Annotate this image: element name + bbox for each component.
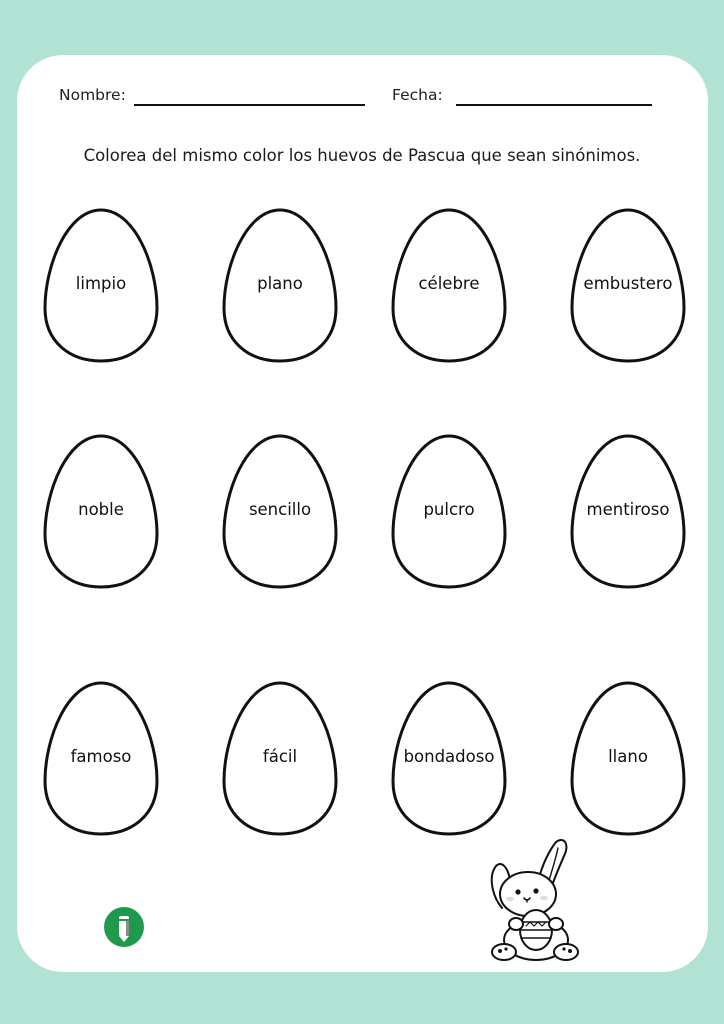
egg-pulcro[interactable] — [391, 434, 507, 589]
egg-famoso[interactable] — [43, 681, 159, 836]
egg-facil[interactable] — [222, 681, 338, 836]
egg-word: plano — [257, 274, 303, 293]
egg-word: embustero — [583, 274, 673, 293]
egg-celebre[interactable] — [391, 208, 507, 363]
name-label: Nombre: — [59, 86, 126, 104]
egg-mentiroso[interactable] — [570, 434, 686, 589]
egg-word: fácil — [262, 747, 298, 766]
egg-embustero[interactable] — [570, 208, 686, 363]
egg-word: sencillo — [248, 500, 312, 519]
egg-bondadoso[interactable] — [391, 681, 507, 836]
egg-word: bondadoso — [403, 747, 495, 766]
pencil-logo-icon — [104, 907, 144, 947]
easter-bunny-illustration — [486, 836, 586, 972]
egg-word: noble — [78, 500, 124, 519]
egg-sencillo[interactable] — [222, 434, 338, 589]
instruction-text: Colorea del mismo color los huevos de Pascua que sean sinónimos. — [83, 146, 641, 165]
egg-word: pulcro — [423, 500, 475, 519]
egg-noble[interactable] — [43, 434, 159, 589]
egg-llano[interactable] — [570, 681, 686, 836]
egg-plano[interactable] — [222, 208, 338, 363]
date-field[interactable] — [456, 104, 652, 106]
date-label: Fecha: — [392, 86, 443, 104]
egg-word: célebre — [418, 274, 480, 293]
name-field[interactable] — [134, 104, 365, 106]
egg-word: limpio — [75, 274, 127, 293]
egg-word: famoso — [70, 747, 132, 766]
egg-word: mentiroso — [586, 500, 670, 519]
egg-limpio[interactable] — [43, 208, 159, 363]
egg-word: llano — [608, 747, 648, 766]
